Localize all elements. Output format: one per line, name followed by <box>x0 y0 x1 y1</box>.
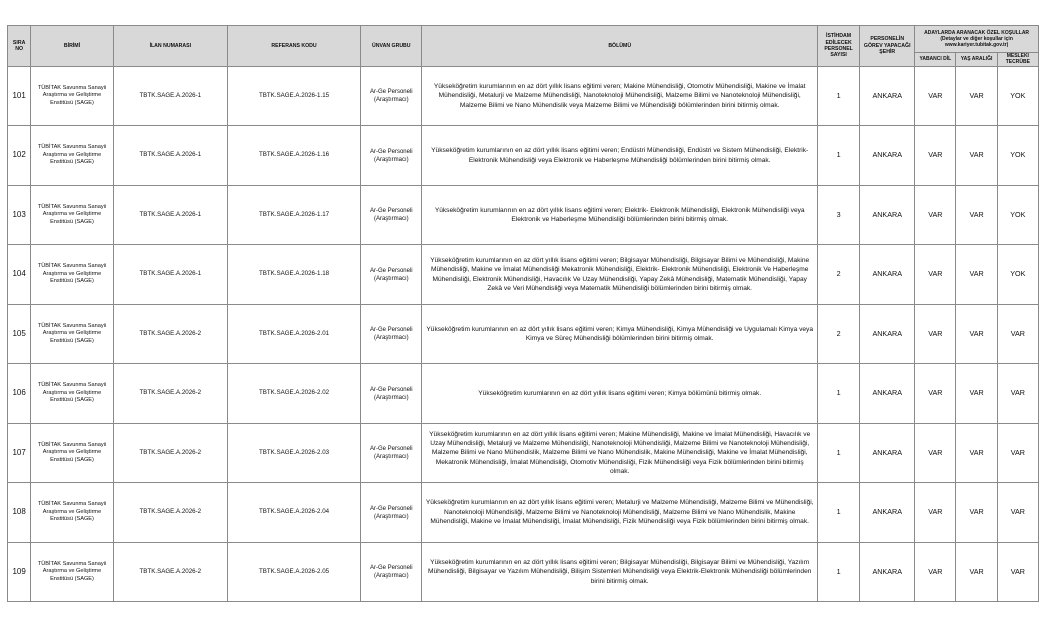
cell-mesleki-tecrube: YOK <box>997 185 1038 245</box>
cell-sehir: ANKARA <box>860 364 915 424</box>
cell-yabanci-dil: VAR <box>915 423 956 483</box>
cell-yabanci-dil: VAR <box>915 185 956 245</box>
cell-unvan-grubu: Ar-Ge Personeli (Araştırmacı) <box>361 542 422 602</box>
cell-sira-no: 104 <box>8 245 31 305</box>
cell-mesleki-tecrube: YOK <box>997 126 1038 186</box>
cell-personel-sayisi: 1 <box>817 66 859 126</box>
cell-unvan-grubu: Ar-Ge Personeli (Araştırmacı) <box>361 66 422 126</box>
cell-yabanci-dil: VAR <box>915 126 956 186</box>
cell-sira-no: 102 <box>8 126 31 186</box>
cell-sehir: ANKARA <box>860 483 915 543</box>
cell-unvan-grubu: Ar-Ge Personeli (Araştırmacı) <box>361 483 422 543</box>
header-sehir: PERSONELİN GÖREV YAPACAĞI ŞEHİR <box>860 26 915 67</box>
cell-yas-araligi: VAR <box>956 423 997 483</box>
cell-sehir: ANKARA <box>860 245 915 305</box>
table-row <box>8 483 1039 543</box>
cell-referans-kodu: TBTK.SAGE.A.2026-2.02 <box>227 364 360 424</box>
cell-sehir: ANKARA <box>860 185 915 245</box>
cell-yas-araligi: VAR <box>956 66 997 126</box>
table-row <box>8 423 1039 483</box>
cell-sira-no: 103 <box>8 185 31 245</box>
table-row <box>8 304 1039 364</box>
cell-personel-sayisi: 2 <box>817 304 859 364</box>
cell-bolumu: Yükseköğretim kurumlarının en az dört yıllık lisans eğitimi veren; Makine Mühendisliği, Makine ve İmalat Mühendisliği, Havacılık ve Uzay Mühendisliği, Metalurji ve Malzeme Mühendisliği, Nanoteknoloji Mühendisliği, Malzeme Bilimi ve Nanoteknoloji Mühendisliği, Malzeme Bilimi ve Nano Mühendislik, Malzeme Bilimi ve Nano Mühendislik, Makine Mühendisliği, Makine ve İmalat Mühendisliği, Mekatronik Mühendisliği, İmalat Mühendisliği, Otomotiv Mühendisliği, Fizik Mühendisliği veya Fizik bölümlerinden birini bitirmiş olmak. <box>422 423 817 483</box>
cell-yabanci-dil: VAR <box>915 483 956 543</box>
cell-ilan-numarasi: TBTK.SAGE.A.2026-1 <box>113 245 227 305</box>
cell-yas-araligi: VAR <box>956 126 997 186</box>
cell-unvan-grubu: Ar-Ge Personeli (Araştırmacı) <box>361 364 422 424</box>
cell-bolumu: Yükseköğretim kurumlarının en az dört yıllık lisans eğitimi veren; Elektrik- Elektronik Mühendisliği, Elektronik Mühendisliği veya Elektronik ve Haberleşme Mühendisliği bölümlerinden birini bitirmiş olmak. <box>422 185 817 245</box>
header-birimi: BİRİMİ <box>31 26 113 67</box>
cell-sehir: ANKARA <box>860 542 915 602</box>
job-listing-table <box>7 25 1039 602</box>
cell-yabanci-dil: VAR <box>915 245 956 305</box>
header-bolumu: BÖLÜMÜ <box>422 26 817 67</box>
cell-yas-araligi: VAR <box>956 185 997 245</box>
header-unvan-grubu: ÜNVAN GRUBU <box>361 26 422 67</box>
header-sira-no: SIRA NO <box>8 26 31 67</box>
header-istihdam-sayisi: İSTİHDAM EDİLECEK PERSONEL SAYISI <box>817 26 859 67</box>
cell-referans-kodu: TBTK.SAGE.A.2026-1.16 <box>227 126 360 186</box>
cell-ilan-numarasi: TBTK.SAGE.A.2026-2 <box>113 304 227 364</box>
header-yas-araligi: YAŞ ARALIĞI <box>956 53 997 67</box>
header-referans-kodu: REFERANS KODU <box>227 26 360 67</box>
cell-personel-sayisi: 1 <box>817 542 859 602</box>
cell-unvan-grubu: Ar-Ge Personeli (Araştırmacı) <box>361 304 422 364</box>
cell-sira-no: 105 <box>8 304 31 364</box>
cell-ilan-numarasi: TBTK.SAGE.A.2026-2 <box>113 483 227 543</box>
cell-yabanci-dil: VAR <box>915 304 956 364</box>
cell-bolumu: Yükseköğretim kurumlarının en az dört yıllık lisans eğitimi veren; Metalurji ve Malzeme Mühendisliği, Malzeme Bilimi ve Mühendisliği, Nanoteknoloji Mühendisliği, Malzeme Bilimi ve Nanoteknoloji Mühendisliği, Malzeme Bilimi ve Nano Mühendislik, Makine Mühendisliği, Makine ve İmalat Mühendisliği, İmalat Mühendisliği, Fizik Mühendisliği veya Fizik bölümlerinden birini bitirmiş olmak. <box>422 483 817 543</box>
cell-birimi: TÜBİTAK Savunma Sanayii Araştırma ve Geliştirme Enstitüsü (SAGE) <box>31 185 113 245</box>
table-row <box>8 245 1039 305</box>
header-ozel-kosullar: ADAYLARDA ARANACAK ÖZEL KOŞULLAR (Detaylar ve diğer koşullar için www.kariyer.tubitak.gov.tr) <box>915 26 1039 53</box>
cell-ilan-numarasi: TBTK.SAGE.A.2026-1 <box>113 185 227 245</box>
cell-mesleki-tecrube: VAR <box>997 423 1038 483</box>
cell-birimi: TÜBİTAK Savunma Sanayii Araştırma ve Geliştirme Enstitüsü (SAGE) <box>31 304 113 364</box>
cell-unvan-grubu: Ar-Ge Personeli (Araştırmacı) <box>361 126 422 186</box>
cell-referans-kodu: TBTK.SAGE.A.2026-1.17 <box>227 185 360 245</box>
cell-mesleki-tecrube: VAR <box>997 483 1038 543</box>
cell-personel-sayisi: 1 <box>817 126 859 186</box>
cell-birimi: TÜBİTAK Savunma Sanayii Araştırma ve Geliştirme Enstitüsü (SAGE) <box>31 423 113 483</box>
cell-birimi: TÜBİTAK Savunma Sanayii Araştırma ve Geliştirme Enstitüsü (SAGE) <box>31 126 113 186</box>
table-row <box>8 542 1039 602</box>
cell-ilan-numarasi: TBTK.SAGE.A.2026-1 <box>113 126 227 186</box>
cell-mesleki-tecrube: YOK <box>997 245 1038 305</box>
cell-birimi: TÜBİTAK Savunma Sanayii Araştırma ve Geliştirme Enstitüsü (SAGE) <box>31 364 113 424</box>
cell-yas-araligi: VAR <box>956 483 997 543</box>
header-mesleki-tecrube: MESLEKİ TECRÜBE <box>997 53 1038 67</box>
cell-ilan-numarasi: TBTK.SAGE.A.2026-2 <box>113 423 227 483</box>
cell-referans-kodu: TBTK.SAGE.A.2026-1.18 <box>227 245 360 305</box>
cell-birimi: TÜBİTAK Savunma Sanayii Araştırma ve Geliştirme Enstitüsü (SAGE) <box>31 542 113 602</box>
cell-birimi: TÜBİTAK Savunma Sanayii Araştırma ve Geliştirme Enstitüsü (SAGE) <box>31 66 113 126</box>
cell-yabanci-dil: VAR <box>915 66 956 126</box>
cell-yabanci-dil: VAR <box>915 542 956 602</box>
table-row <box>8 185 1039 245</box>
cell-unvan-grubu: Ar-Ge Personeli (Araştırmacı) <box>361 185 422 245</box>
table-body <box>8 66 1039 602</box>
cell-personel-sayisi: 2 <box>817 245 859 305</box>
cell-referans-kodu: TBTK.SAGE.A.2026-2.03 <box>227 423 360 483</box>
cell-yas-araligi: VAR <box>956 245 997 305</box>
table-row <box>8 126 1039 186</box>
cell-bolumu: Yükseköğretim kurumlarının en az dört yıllık lisans eğitimi veren; Endüstri Mühendisliği, Endüstri ve Sistem Mühendisliği, Elektrik-Elektronik Mühendisliği veya Elektronik ve Haberleşme Mühendisliği bölümlerinden birini bitirmiş olmak. <box>422 126 817 186</box>
cell-sehir: ANKARA <box>860 423 915 483</box>
cell-ilan-numarasi: TBTK.SAGE.A.2026-1 <box>113 66 227 126</box>
cell-bolumu: Yükseköğretim kurumlarının en az dört yıllık lisans eğitimi veren; Bilgisayar Mühendisliği, Bilgisayar Bilimi ve Mühendisliği, Makine Mühendisliği, Makine ve İmalat Mühendisliği Mekatronik Mühendisliği, Elektrik- Elektronik Mühendisliği, Elektronik Ve Haberleşme Mühendisliği, Elektronik Mühendisliği, Havacılık Ve Uzay Mühendisliği, Yapay Zekâ Mühendisliği, Matematik Mühendisliği, Yapay Zekâ ve Veri Mühendisliği veya Matematik Mühendisliği bölümlerinden birini bitirmiş olmak. <box>422 245 817 305</box>
cell-sehir: ANKARA <box>860 66 915 126</box>
cell-sehir: ANKARA <box>860 304 915 364</box>
cell-mesleki-tecrube: VAR <box>997 542 1038 602</box>
cell-mesleki-tecrube: YOK <box>997 66 1038 126</box>
header-yabanci-dil: YABANCI DİL <box>915 53 956 67</box>
cell-sira-no: 109 <box>8 542 31 602</box>
cell-mesleki-tecrube: VAR <box>997 364 1038 424</box>
header-ilan-numarasi: İLAN NUMARASI <box>113 26 227 67</box>
cell-yabanci-dil: VAR <box>915 364 956 424</box>
table-row <box>8 364 1039 424</box>
cell-unvan-grubu: Ar-Ge Personeli (Araştırmacı) <box>361 423 422 483</box>
cell-referans-kodu: TBTK.SAGE.A.2026-2.04 <box>227 483 360 543</box>
cell-sira-no: 106 <box>8 364 31 424</box>
cell-personel-sayisi: 3 <box>817 185 859 245</box>
cell-sira-no: 101 <box>8 66 31 126</box>
cell-referans-kodu: TBTK.SAGE.A.2026-1.15 <box>227 66 360 126</box>
cell-sira-no: 107 <box>8 423 31 483</box>
cell-sehir: ANKARA <box>860 126 915 186</box>
cell-bolumu: Yükseköğretim kurumlarının en az dört yıllık lisans eğitimi veren; Makine Mühendisliği, Otomotiv Mühendisliği, Makine ve İmalat Mühendisliği, Metalurji ve Malzeme Mühendisliği, Nanoteknoloji Mühendisliği, Malzeme Bilimi ve Nanoteknoloji Mühendisliği, Malzeme Bilimi ve Nano Mühendislik veya Malzeme Bilimi ve Mühendisliği bölümlerinden birini bitirmiş olmak. <box>422 66 817 126</box>
cell-bolumu: Yükseköğretim kurumlarının en az dört yıllık lisans eğitimi veren; Kimya Mühendisliği, Kimya Mühendisliği ve Uygulamalı Kimya veya Kimya ve Süreç Mühendisliği bölümlerinden birini bitirmiş olmak. <box>422 304 817 364</box>
job-listing-table-container <box>7 25 1039 602</box>
cell-yas-araligi: VAR <box>956 542 997 602</box>
cell-ilan-numarasi: TBTK.SAGE.A.2026-2 <box>113 364 227 424</box>
cell-personel-sayisi: 1 <box>817 423 859 483</box>
cell-bolumu: Yükseköğretim kurumlarının en az dört yıllık lisans eğitimi veren; Bilgisayar Mühendisliği, Bilgisayar Bilimi ve Mühendisliği, Yazılım Mühendisliği, Bilgisayar ve Yazılım Mühendisliği, Bilişim Sistemleri Mühendisliği veya Elektrik-Elektronik Mühendisliği bölümlerinden birini bitirmiş olmak. <box>422 542 817 602</box>
cell-bolumu: Yükseköğretim kurumlarının en az dört yıllık lisans eğitimi veren; Kimya bölümünü bitirmiş olmak. <box>422 364 817 424</box>
cell-referans-kodu: TBTK.SAGE.A.2026-2.05 <box>227 542 360 602</box>
cell-personel-sayisi: 1 <box>817 483 859 543</box>
cell-mesleki-tecrube: VAR <box>997 304 1038 364</box>
cell-birimi: TÜBİTAK Savunma Sanayii Araştırma ve Geliştirme Enstitüsü (SAGE) <box>31 245 113 305</box>
cell-yas-araligi: VAR <box>956 304 997 364</box>
cell-referans-kodu: TBTK.SAGE.A.2026-2.01 <box>227 304 360 364</box>
cell-yas-araligi: VAR <box>956 364 997 424</box>
cell-birimi: TÜBİTAK Savunma Sanayii Araştırma ve Geliştirme Enstitüsü (SAGE) <box>31 483 113 543</box>
cell-personel-sayisi: 1 <box>817 364 859 424</box>
cell-unvan-grubu: Ar-Ge Personeli (Araştırmacı) <box>361 245 422 305</box>
cell-ilan-numarasi: TBTK.SAGE.A.2026-2 <box>113 542 227 602</box>
cell-sira-no: 108 <box>8 483 31 543</box>
table-row <box>8 66 1039 126</box>
